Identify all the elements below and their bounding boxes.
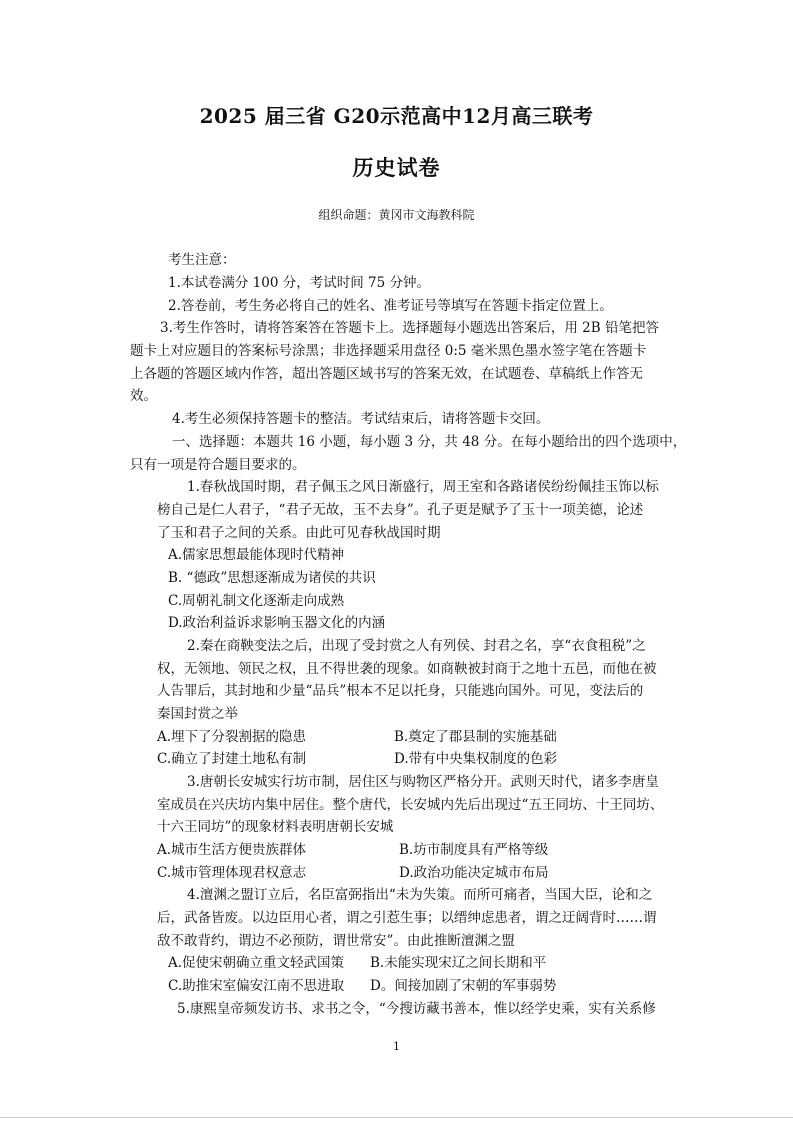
q5-stem-line-1: 5.康熙皇帝频发访书、求书之令，“今搜访藏书善本，惟以经学史乘，实有关系修 bbox=[177, 1001, 656, 1017]
notice-item-1: 1.本试卷满分 100 分，考试时间 75 分钟。 bbox=[168, 275, 430, 291]
q2-option-c: C.确立了封建土地私有制 bbox=[157, 751, 307, 767]
q2-option-a: A.埋下了分裂割据的隐患 bbox=[157, 729, 307, 745]
q4-option-a: A.促使宋朝确立重文轻武国策 bbox=[168, 955, 345, 971]
q1-stem-line-3: 了玉和君子之间的关系。由此可见春秋战国时期 bbox=[157, 525, 441, 541]
page-number: 1 bbox=[393, 1040, 400, 1053]
q3-option-c: C.城市管理体现君权意志 bbox=[157, 865, 307, 881]
exam-title: 2025 届三省 G20示范高中12月高三联考 bbox=[199, 104, 594, 128]
notice-item-4: 4.考生必须保持答题卡的整洁。考试结束后，请将答题卡交回。 bbox=[172, 411, 550, 427]
q4-stem-line-2: 后，武备皆废。以边臣用心者，谓之引惹生事；以缙绅虑患者，谓之迂阔背时……谓 bbox=[157, 910, 657, 926]
q2-option-b: B.奠定了郡县制的实施基础 bbox=[394, 729, 557, 745]
q4-stem-line-3: 敌不敢背约，谓边不必预防，谓世常安”。由此推断澶渊之盟 bbox=[157, 933, 515, 949]
q2-option-d: D.带有中央集权制度的色彩 bbox=[394, 751, 558, 767]
section-heading-line-1: 一、选择题：本题共 16 小题，每小题 3 分，共 48 分。在每小题给出的四个选项中， bbox=[172, 434, 687, 450]
q1-stem-line-2: 榜自己是仁人君子，“君子无故，玉不去身”。孔子更是赋予了玉十一项美德，论述 bbox=[157, 502, 644, 518]
section-heading-line-2: 只有一项是符合题目要求的。 bbox=[130, 457, 306, 473]
q1-option-d: D.政治利益诉求影响玉器文化的内涵 bbox=[168, 615, 386, 631]
notice-item-2: 2.答卷前，考生务必将自己的姓名、准考证号等填写在答题卡指定位置上。 bbox=[168, 298, 613, 314]
q2-stem-line-3: 人告罪后，其封地和少量“品兵”根本不足以托身，只能逃向国外。可见，变法后的 bbox=[157, 683, 644, 699]
notice-item-3-line-2: 题卡上对应题目的答案标号涂黑；非选择题采用盘径 0:5 毫米黑色墨水签字笔在答题卡 bbox=[130, 343, 647, 359]
q2-stem-line-1: 2.秦在商鞅变法之后，出现了受封赏之人有列侯、封君之名，享“衣食租税”之 bbox=[187, 638, 646, 654]
q1-stem-line-1: 1.春秋战国时期，君子佩玉之风日渐盛行，周王室和各路诸侯纷纷佩挂玉饰以标 bbox=[187, 479, 659, 495]
q1-option-c: C.周朝礼制文化逐渐走向成熟 bbox=[168, 593, 345, 609]
q4-stem-line-1: 4.澶渊之盟订立后，名臣富弼指出“未为失策。而所可痛者，当国大臣，论和之 bbox=[187, 887, 653, 903]
q3-stem-line-2: 室成员在兴庆坊内集中居住。整个唐代，长安城内先后出现过“五王同坊、十王同坊、 bbox=[157, 797, 664, 813]
q3-option-d: D.政治功能决定城市布局 bbox=[399, 865, 549, 881]
q3-stem-line-1: 3.唐朝长安城实行坊市制，居住区与购物区严格分开。武则天时代，诸多李唐皇 bbox=[187, 774, 659, 790]
q3-option-a: A.城市生活方便贵族群体 bbox=[157, 842, 307, 858]
notice-item-3-line-4: 效。 bbox=[130, 388, 157, 404]
notice-item-3-line-1: 3.考生作答时，请将答案答在答题卡上。选择题每小题选出答案后，用 2B 铅笔把答 bbox=[160, 320, 659, 336]
organizer-line: 组织命题：黄冈市文海教科院 bbox=[318, 208, 475, 222]
q4-option-d: D。间接加剧了宋朝的军事弱势 bbox=[370, 978, 557, 994]
q1-option-a: A.儒家思想最能体现时代精神 bbox=[168, 547, 345, 563]
notice-item-3-line-3: 上各题的答题区域内作答，超出答题区域书写的答案无效，在试题卷、草稿纸上作答无 bbox=[130, 366, 643, 382]
subject-title: 历史试卷 bbox=[352, 155, 441, 180]
q1-option-b: B. “德政”思想逐渐成为诸侯的共识 bbox=[168, 570, 376, 586]
q2-stem-line-2: 权，无领地、领民之权，且不得世袭的现象。如商鞅被封商于之地十五邑，而他在被 bbox=[157, 661, 657, 677]
q3-option-b: B.坊市制度具有严格等级 bbox=[399, 842, 549, 858]
q2-stem-line-4: 秦国封赏之举 bbox=[157, 706, 238, 722]
q3-stem-line-3: 十六王同坊”的现象材料表明唐朝长安城 bbox=[157, 819, 394, 835]
notice-heading: 考生注意： bbox=[168, 252, 236, 268]
page-bottom-divider bbox=[0, 1117, 793, 1118]
q4-option-c: C.助推宋室偏安江南不思进取 bbox=[168, 978, 345, 994]
q4-option-b: B.未能实现宋辽之间长期和平 bbox=[370, 955, 547, 971]
